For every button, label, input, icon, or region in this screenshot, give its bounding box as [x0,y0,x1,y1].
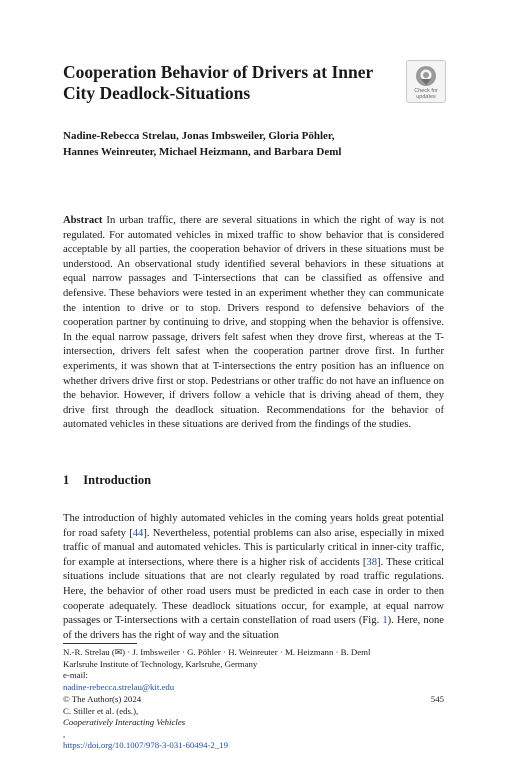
footnote-authors: N.-R. Strelau (✉) · J. Imbsweiler · G. Pöhler · H. Weinreuter · M. Heizmann · B. Deml [63,647,371,657]
section-heading [63,473,151,488]
citation-link[interactable]: 38 [366,556,378,568]
intro-text-2: ]. Nevertheless, potential problems can also arise, especially in mixed traffic of manual and automated vehicles. This is particularly critical in inner-city traffic, for example at intersections, where there is a higher risk of accidents [ [63,527,444,568]
abstract-text: In urban traffic, there are several situations in which the right of way is not regulated. For automated vehicles in mixed traffic to show behavior that is considered acceptable by all parties, the cooperation behavior of drivers in these situations must be understood. An observational study identified several behaviors in these situations at equal narrow passages and T-intersections that can be classified as offensive and defensive. These behaviors were tested in an experiment whether they can communicate the intention to drive or to stop. Drivers respond to defensive behaviors of the cooperation partner by continuing to drive, and stopping when the behavior is offensive. In the equal narrow passage, drivers felt safest when they drove first, whereas at the T-intersection, drivers felt safest when the cooperation partner drove first. In further experiments, it was shown that at T-intersections the entry position has an influence on whether drivers drive first or stop. Pedestrians or other traffic do not have an influence on the behavior. However, if drivers follow a vehicle that is driving ahead of them, they drive first through the deadlock situation. Recommendations for the behavior of automated vehicles in these situations are derived from the findings of the studies. [63,215,444,431]
section-number: 1 [63,473,70,487]
authors-line1: Nadine-Rebecca Strelau, Jonas Imbsweiler, Gloria Pöhler, [63,130,335,142]
figure-link[interactable]: 1 [382,615,388,627]
abstract-label: Abstract [63,215,103,226]
email-link[interactable]: nadine-rebecca.strelau@kit.edu [63,681,175,692]
copyright-line: © The Author(s) 2024 [63,694,142,704]
book-title: Cooperatively Interacting Vehicles [63,717,186,728]
abstract [63,214,444,433]
intro-text-1: The introduction of highly automated vehicles in the coming years holds great potential for road safety [ [63,513,444,539]
email-label: e-mail: [63,670,88,681]
intro-paragraph [63,512,444,643]
footnote-affiliation: Karlsruhe Institute of Technology, Karlsruhe, Germany [63,658,258,669]
author-list [63,128,393,160]
intro-text-4: ). Here, none of the drivers has the right of way and the situation [63,615,444,641]
section-title: Introduction [83,473,152,487]
paper-title: Cooperation Behavior of Drivers at Inner City Deadlock-Situations [63,62,373,103]
badge-line1: Check for [414,88,438,94]
author-footnote [63,647,444,693]
doi-link[interactable]: https://doi.org/10.1007/978-3-031-60494-2_19 [63,740,229,751]
crossmark-icon [414,64,438,88]
authors-line2: Hannes Weinreuter, Michael Heizmann, and Barbara Deml [63,146,342,158]
footnote-email-line [63,670,444,693]
intro-text-3: ]. These critical situations include situations that are not clearly regulated by road traffic regulations. Here, the behavior of other road users must be predicted in each case in order to then cooperate adequately. These deadlock situations occur, for example, at equal narrow passages or T-intersections with a certain constellation of road users (Fig. [63,556,445,627]
book-suffix: , [63,728,66,739]
check-for-updates-badge[interactable] [406,60,446,103]
page-number: 545 [430,694,444,704]
copyright-block [63,694,393,752]
book-citation [63,706,393,741]
footnote-rule [63,643,137,644]
badge-line2: updates [416,94,436,100]
book-editors: C. Stiller et al. (eds.), [63,705,139,716]
citation-link[interactable]: 44 [132,527,144,539]
